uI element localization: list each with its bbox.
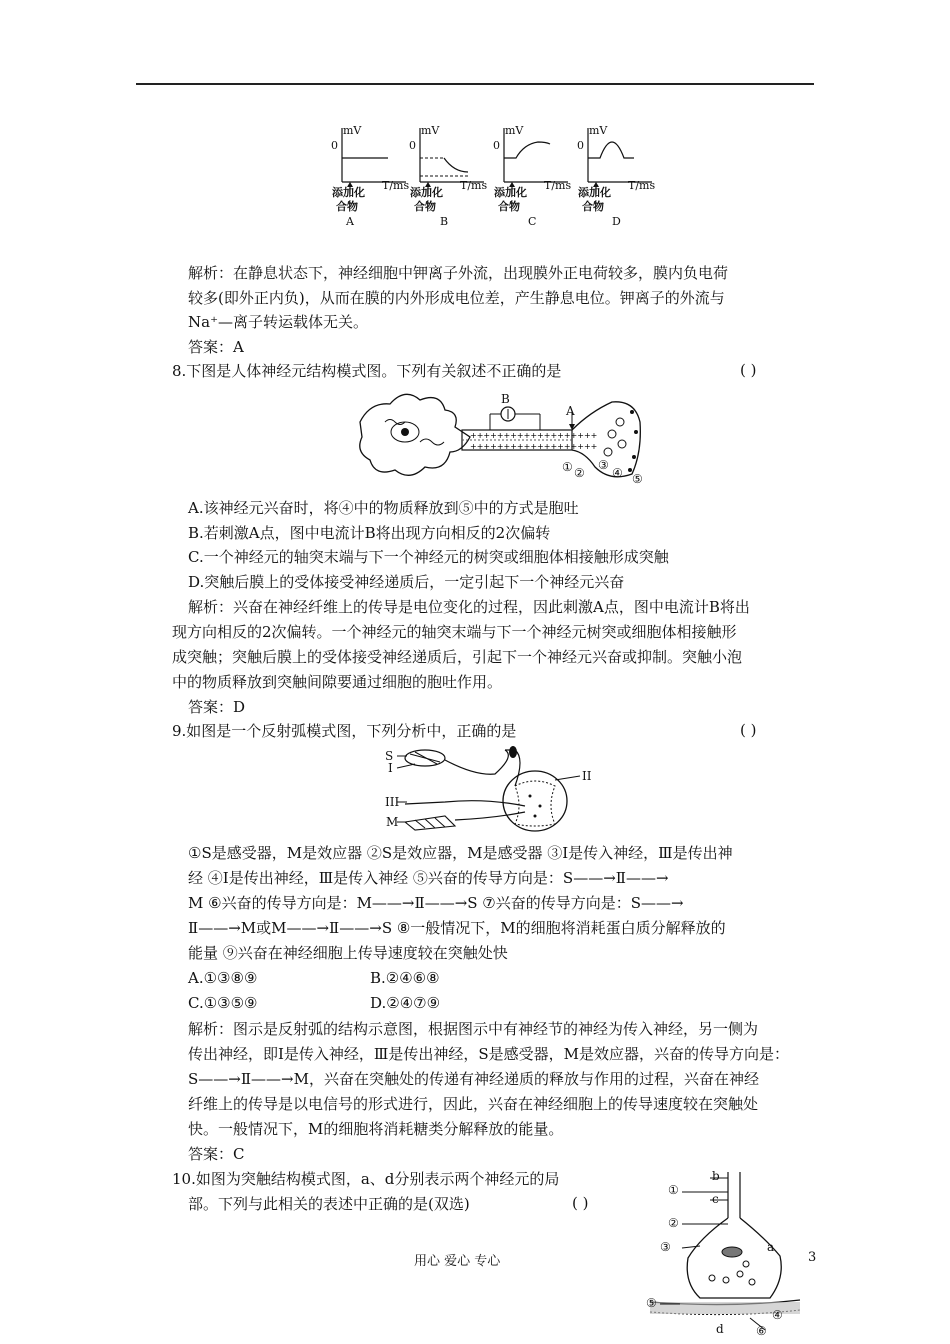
stim-label: 添加化 [494, 186, 527, 199]
stim-label-2: 合物 [582, 200, 604, 213]
q10-stem-line-2: 部。下列与此相关的表述中正确的是(双选) [188, 1195, 470, 1213]
y-axis-label: mV [589, 124, 608, 137]
q9-items-line-1: ①S是感受器，M是效应器 ②S是效应器，M是感受器 ③Ⅰ是传入神经，Ⅲ是传出神 [188, 844, 733, 862]
label-s: S [385, 749, 394, 763]
label-ii: II [582, 769, 592, 783]
synapse-diagram [640, 1168, 815, 1340]
q9-analysis-line-2: 传出神经，即Ⅰ是传入神经，Ⅲ是传出神经，S是感受器，M是效应器，兴奋的传导方向是： [188, 1045, 790, 1063]
label-4: ④ [612, 466, 623, 480]
q8-answer: 答案：D [188, 698, 246, 716]
graph-letter: D [612, 215, 621, 228]
q7-answer: 答案：A [188, 338, 244, 356]
y-axis-label: mV [343, 124, 362, 137]
y-axis-label: mV [505, 124, 524, 137]
label-b: b [712, 1169, 720, 1183]
stim-label: 添加化 [332, 186, 365, 199]
q10-stem-line-1: 10.如图为突触结构模式图，a、d分别表示两个神经元的局 [172, 1170, 560, 1188]
q8-analysis-line-1: 解析：兴奋在神经纤维上的传导是电位变化的过程，因此刺激A点，图中电流计B将出 [188, 598, 750, 616]
point-a-label: A [566, 404, 575, 418]
zero-label: 0 [493, 139, 500, 152]
stim-label: 添加化 [578, 186, 611, 199]
label-i: I [388, 761, 393, 775]
q7-analysis-line-2: 较多(即外正内负)，从而在膜的内外形成电位差，产生静息电位。钾离子的外流与 [188, 289, 725, 307]
svg-text:+++++++++++++++++++: +++++++++++++++++++ [470, 431, 598, 440]
x-axis-label: T/ms [628, 179, 656, 192]
q10-answer-blank: ( ) [572, 1194, 589, 1212]
q9-answer-blank: ( ) [740, 721, 757, 739]
label-4: ④ [772, 1308, 783, 1322]
y-axis-label: mV [421, 124, 440, 137]
x-axis-label: T/ms [382, 179, 410, 192]
q9-items-line-4: Ⅱ——→M或M——→Ⅱ——→S ⑧一般情况下，M的细胞将消耗蛋白质分解释放的 [188, 919, 726, 937]
x-axis-label: T/ms [460, 179, 488, 192]
q9-analysis-line-3: S——→Ⅱ——→M，兴奋在突触处的传递有神经递质的释放与作用的过程，兴奋在神经 [188, 1070, 759, 1088]
zero-label: 0 [331, 139, 338, 152]
q9-items-line-5: 能量 ⑨兴奋在神经细胞上传导速度较在突触处快 [188, 944, 508, 962]
graph-d [572, 122, 657, 230]
q9-stem: 9.如图是一个反射弧模式图，下列分析中，正确的是 [172, 722, 517, 740]
zero-label: 0 [409, 139, 416, 152]
q9-analysis-line-5: 快。一般情况下，M的细胞将消耗糖类分解释放的能量。 [188, 1120, 564, 1138]
q8-analysis-line-4: 中的物质释放到突触间隙要通过细胞的胞吐作用。 [172, 673, 503, 691]
header-rule [136, 83, 814, 85]
q8-answer-blank: ( ) [740, 361, 757, 379]
label-1: ① [668, 1183, 679, 1197]
label-a: a [767, 1240, 775, 1254]
graph-letter: B [440, 215, 449, 228]
label-3: ③ [660, 1240, 671, 1254]
stim-label: 添加化 [410, 186, 443, 199]
q9-option-d: D.②④⑦⑨ [370, 994, 441, 1012]
neuron-diagram [350, 382, 650, 492]
label-3: ③ [598, 458, 609, 472]
galvanometer-label: B [501, 392, 510, 406]
label-2: ② [668, 1216, 679, 1230]
q8-option-d: D.突触后膜上的受体接受神经递质后，一定引起下一个神经元兴奋 [188, 573, 625, 591]
q8-option-a: A.该神经元兴奋时，将④中的物质释放到⑤中的方式是胞吐 [188, 499, 579, 517]
zero-label: 0 [577, 139, 584, 152]
graph-b [404, 122, 489, 230]
graph-letter: A [346, 215, 354, 228]
graph-c [488, 122, 573, 230]
q9-items-line-2: 经 ④Ⅰ是传出神经，Ⅲ是传入神经 ⑤兴奋的传导方向是：S——→Ⅱ——→ [188, 869, 669, 887]
label-m: M [386, 815, 399, 829]
label-6: ⑥ [756, 1324, 767, 1338]
q9-items-line-3: M ⑥兴奋的传导方向是：M——→Ⅱ——→S ⑦兴奋的传导方向是：S——→ [188, 894, 684, 912]
q8-option-b: B.若刺激A点，图中电流计B将出现方向相反的2次偏转 [188, 524, 551, 542]
q9-option-c: C.①③⑤⑨ [188, 994, 258, 1012]
q7-analysis-line-3: Na⁺—离子转运载体无关。 [188, 313, 368, 331]
x-axis-label: T/ms [544, 179, 572, 192]
reflex-arc-diagram [385, 746, 605, 838]
svg-text:+++++++++++++++++++: +++++++++++++++++++ [470, 442, 598, 451]
label-5: ⑤ [632, 472, 643, 486]
reflex-arc-figure [385, 746, 605, 838]
label-d: d [716, 1322, 724, 1336]
q9-answer: 答案：C [188, 1145, 245, 1163]
stim-label-2: 合物 [336, 200, 358, 213]
graph-a [326, 122, 411, 230]
stim-label-2: 合物 [498, 200, 520, 213]
label-2: ② [574, 466, 585, 480]
page-number: 3 [808, 1250, 817, 1265]
q9-option-a: A.①③⑧⑨ [188, 969, 258, 987]
label-c: c [712, 1192, 719, 1206]
q8-stem: 8.下图是人体神经元结构模式图。下列有关叙述不正确的是 [172, 362, 562, 380]
neuron-figure [350, 382, 650, 492]
q9-analysis-line-1: 解析：图示是反射弧的结构示意图，根据图示中有神经节的神经为传入神经，另一侧为 [188, 1020, 759, 1038]
q8-analysis-line-3: 成突触；突触后膜上的受体接受神经递质后，引起下一个神经元兴奋或抑制。突触小泡 [172, 648, 743, 666]
q9-option-b: B.②④⑥⑧ [370, 969, 440, 987]
footer-motto: 用心 爱心 专心 [414, 1254, 501, 1269]
q8-analysis-line-2: 现方向相反的2次偏转。一个神经元的轴突末端与下一个神经元树突或细胞体相接触形 [172, 623, 737, 641]
label-5: ⑤ [646, 1296, 657, 1310]
q7-analysis-line-1: 解析：在静息状态下，神经细胞中钾离子外流，出现膜外正电荷较多，膜内负电荷 [188, 264, 729, 282]
label-1: ① [562, 460, 573, 474]
q9-analysis-line-4: 纤维上的传导是以电信号的形式进行，因此，兴奋在神经细胞上的传导速度较在突触处 [188, 1095, 759, 1113]
q8-option-c: C.一个神经元的轴突末端与下一个神经元的树突或细胞体相接触形成突触 [188, 548, 669, 566]
graph-letter: C [528, 215, 537, 228]
synapse-figure [640, 1168, 815, 1340]
stim-label-2: 合物 [414, 200, 436, 213]
label-iii: III [385, 795, 400, 809]
